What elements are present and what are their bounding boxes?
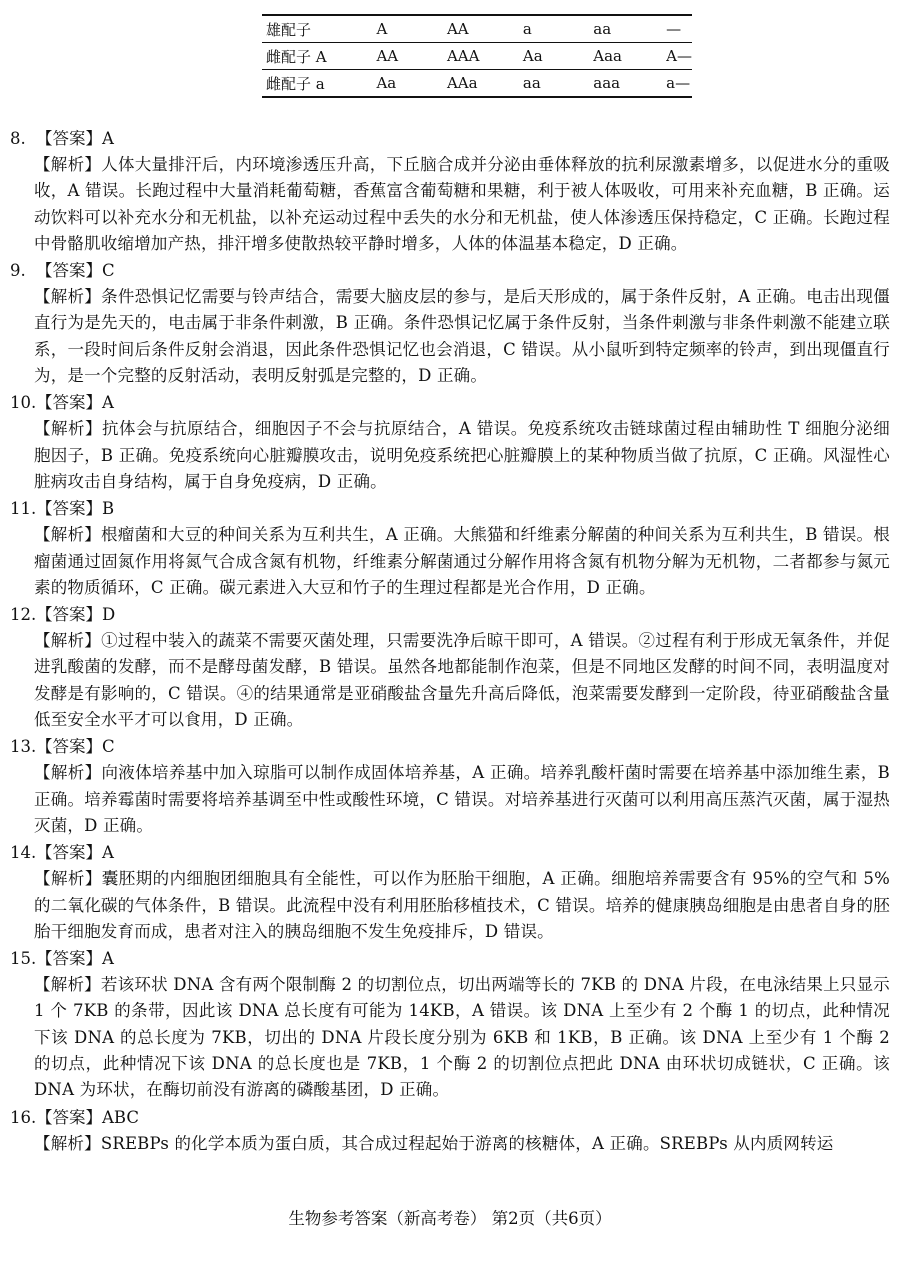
analysis-label: 【解析】 [34,975,101,995]
analysis-text: 人体大量排汗后，内环境渗透压升高，下丘脑合成并分泌由垂体释放的抗利尿激素增多，以促进水分的重吸收，A 错误。长跑过程中大量消耗葡萄糖，香蕉富含葡萄糖和果糖，利于被人体吸收，可用来补充血糖，B 正确。运动饮料可以补充水分和无机盐，以补充运动过程中丢失的水分和无机盐，使人体渗透压保持稳定，C 正确。长跑过程中骨骼肌收缩增加产热，排汗增多使散热较平静时增多，人体的体温基本稳定，D 正确。 [34,155,890,253]
answer-value: A [102,949,114,969]
row-header-cell: 雌配子 a [262,70,372,98]
answer-line [10,733,890,760]
question-number: 12. [10,605,37,625]
table-cell: a— [662,70,692,98]
table-cell: — [662,15,692,43]
row-header-cell: 雄配子 [262,15,372,43]
analysis-text: 若该环状 DNA 含有两个限制酶 2 的切割位点，切出两端等长的 7KB 的 DNA 片段，在电泳结果上只显示 1 个 7KB 的条带，因此该 DNA 总长度有可能为 14KB，A 错误。该 DNA 上至少有 2 个酶 1 的切点，此种情况下该 DNA 的总长度为 7KB，切出的 DNA 片段长度分别为 6KB 和 1KB，B 正确。该 DNA 上至少有 1 个酶 2 的切点，此种情况下该 DNA 的总长度也是 7KB，1 个酶 2 的切割位点把此 DNA 由环状切成链状，C 正确。该 DNA 为环状，在酶切前没有游离的磷酸基团，D 正确。 [34,975,890,1100]
table-cell: Aaa [589,43,662,70]
question-number: 11. [10,499,37,519]
table-cell: aaa [589,70,662,98]
genotype-table [262,14,692,98]
table-cell: aa [519,70,589,98]
analysis-paragraph [10,284,890,389]
table-cell: A [372,15,443,43]
answer-line [10,389,890,416]
genotype-table-body [262,15,692,97]
answer-block [10,1104,890,1157]
analysis-text: 囊胚期的内细胞团细胞具有全能性，可以作为胚胎干细胞，A 正确。细胞培养需要含有 95%的空气和 5%的二氧化碳的气体条件，B 错误。此流程中没有利用胚胎移植技术，C 错误。培养的健康胰岛细胞是由患者自身的胚胎干细胞发育而成，患者对注入的胰岛细胞不发生免疫排斥，D 错误。 [34,869,890,941]
table-row [262,70,692,98]
answer-value: A [102,393,114,413]
answer-value: A [102,129,114,148]
answer-label: 【答案】 [36,949,102,969]
table-cell: AA [372,43,443,70]
page-footer: 生物参考答案（新高考卷） 第2页（共6页） [288,1209,612,1228]
analysis-label: 【解析】 [34,525,101,545]
analysis-text: 向液体培养基中加入琼脂可以制作成固体培养基，A 正确。培养乳酸杆菌时需要在培养基中添加维生素，B 正确。培养霉菌时需要将培养基调至中性或酸性环境，C 错误。对培养基进行灭菌可以利用高压蒸汽灭菌，属于湿热灭菌，D 正确。 [34,763,890,835]
table-cell: AAA [443,43,519,70]
analysis-text: 条件恐惧记忆需要与铃声结合，需要大脑皮层的参与，是后天形成的，属于条件反射，A 正确。电击出现僵直行为是先天的，电击属于非条件刺激，B 正确。条件恐惧记忆属于条件反射，当条件刺激与非条件刺激不能建立联系，一段时间后条件反射会消退，因此条件恐惧记忆也会消退，C 错误。从小鼠听到特定频率的铃声，到出现僵直行为，是一个完整的反射活动，表明反射弧是完整的，D 正确。 [34,287,890,386]
answer-block [10,601,890,733]
table-cell: AAa [443,70,519,98]
analysis-text: 根瘤菌和大豆的种间关系为互利共生，A 正确。大熊猫和纤维素分解菌的种间关系为互利共生，B 错误。根瘤菌通过固氮作用将氮气合成含氮有机物，纤维素分解菌通过分解作用将含氮有机物分解为无机物，二者都参与氮元素的物质循环，C 正确。碳元素进入大豆和竹子的生理过程都是光合作用，D 正确。 [34,525,890,597]
analysis-paragraph [10,522,890,601]
answer-block [10,839,890,945]
analysis-label: 【解析】 [34,631,102,651]
question-number: 8. [10,129,26,148]
analysis-label: 【解析】 [34,869,102,889]
answer-block [10,733,890,839]
answer-line [10,257,890,284]
answer-block [10,495,890,601]
table-row [262,15,692,43]
answer-block [10,389,890,495]
answer-line [10,839,890,866]
answer-value: B [102,499,115,519]
question-number: 10. [10,393,37,413]
row-header-cell: 雌配子 A [262,43,372,70]
answer-line [10,945,890,972]
analysis-text: ①过程中装入的蔬菜不需要灭菌处理，只需要洗净后晾干即可，A 错误。②过程有利于形成无氧条件，并促进乳酸菌的发酵，而不是酵母菌发酵，B 错误。虽然各地都能制作泡菜，但是不同地区发酵的时间不同，表明温度对发酵是有影响的，C 错误。④的结果通常是亚硝酸盐含量先升高后降低，泡菜需要发酵到一定阶段，待亚硝酸盐含量低至安全水平才可以食用，D 正确。 [34,631,890,730]
question-number: 14. [10,843,37,863]
answer-value: ABC [102,1107,139,1127]
answer-line [10,601,890,628]
table-cell: aa [589,15,662,43]
answer-line [10,125,890,152]
analysis-label: 【解析】 [34,287,102,307]
table-cell: AA [443,15,519,43]
analysis-text: SREBPs 的化学本质为蛋白质，其合成过程起始于游离的核糖体，A 正确。SREBPs 从内质网转运 [100,1133,834,1153]
analysis-paragraph [10,628,890,733]
analysis-paragraph [10,1131,890,1157]
analysis-label: 【解析】 [34,1133,101,1153]
answer-label: 【答案】 [36,129,102,148]
analysis-paragraph [10,866,890,945]
answer-label: 【答案】 [36,843,102,863]
answer-block [10,257,890,389]
analysis-paragraph [10,760,890,839]
answer-label: 【答案】 [36,261,102,281]
answer-value: C [102,737,115,757]
question-number: 15. [10,949,37,969]
question-number: 13. [10,737,37,757]
analysis-label: 【解析】 [34,763,102,783]
analysis-paragraph [10,972,890,1103]
question-number: 16. [10,1107,37,1127]
analysis-paragraph [10,416,890,495]
table-cell: a [519,15,589,43]
answer-label: 【答案】 [36,1107,102,1127]
table-cell: Aa [519,43,589,70]
answer-label: 【答案】 [36,737,102,757]
table-row [262,43,692,70]
analysis-label: 【解析】 [34,155,102,174]
answer-label: 【答案】 [36,499,102,519]
analysis-label: 【解析】 [34,419,102,439]
answer-block [10,945,890,1103]
answer-value: C [102,261,115,281]
answer-line [10,495,890,522]
answers-list [10,125,890,1157]
answer-block [10,125,890,257]
answer-value: D [102,605,116,625]
answer-line [10,1104,890,1131]
answer-label: 【答案】 [36,605,102,625]
analysis-text: 抗体会与抗原结合，细胞因子不会与抗原结合，A 错误。免疫系统攻击链球菌过程由辅助性 T 细胞分泌细胞因子，B 正确。免疫系统向心脏瓣膜攻击，说明免疫系统把心脏瓣膜上的某种物质当做了抗原，C 正确。风湿性心脏病攻击自身结构，属于自身免疫病，D 正确。 [34,419,890,491]
table-cell: A— [662,43,692,70]
analysis-paragraph [10,152,890,257]
table-cell: Aa [372,70,443,98]
answer-value: A [102,843,114,863]
answer-label: 【答案】 [36,393,102,413]
question-number: 9. [10,261,26,281]
